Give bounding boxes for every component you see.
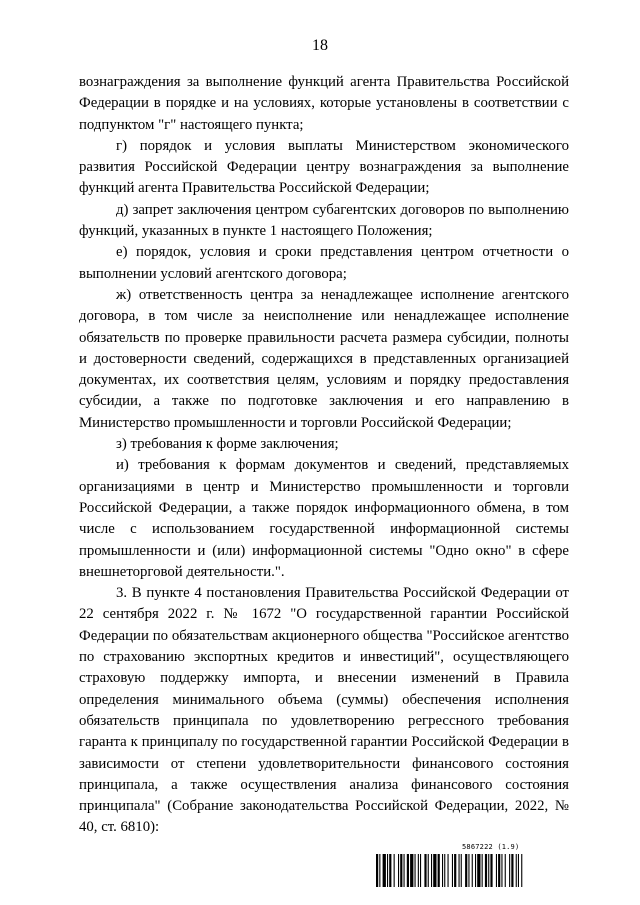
document-code: 5867222 (1.9) [462, 843, 520, 851]
paragraph-continuation: вознаграждения за выполнение функций агента Правительства Российской Федерации в порядке и на условиях, которые установлены в соответствии с подпунктом "г" настоящего пункта; [79, 74, 569, 133]
document-body [79, 72, 569, 839]
page-number: 18 [312, 37, 328, 54]
barcode-icon [376, 854, 571, 887]
paragraph-item-zh: ж) ответственность центра за ненадлежащее исполнение агентского договора, в том числе за неисполнение или ненадлежащее исполнение обязательств по проверке правильности расчета размера субсидии, полноты и достоверности сведений, содержащихся в представленных организацией документах, их соответствия целям, условиям и порядку предоставления субсидии, а также по подготовке заключения и его направлению в Министерство промышленности и торговли Российской Федерации; [79, 286, 569, 431]
document-footer [376, 843, 571, 889]
paragraph-item-i: и) требования к формам документов и сведений, представляемых организациями в центр и Министерство промышленности и торговли Российской Федерации, а также порядок информационного обмена, в том числе с использованием государственной информационной системы промышленности и (или) информационной системы "Одно окно" в сфере внешнеторговой деятельности.". [79, 457, 569, 580]
paragraph-item-e: е) порядок, условия и сроки представления центром отчетности о выполнении условий агентского договора; [79, 244, 569, 282]
paragraph-clause-3: 3. В пункте 4 постановления Правительства Российской Федерации от 22 сентября 2022 г. № 1672 "О государственной гарантии Российской Федерации по обязательствам акционерного общества "Российское агентство по страхованию экспортных кредитов и инвестиций", осуществляющего страховую поддержку импорта, и внесении изменений в Правила определения минимального объема (суммы) обеспечения исполнения обязательств принципала по удовлетворению регрессного требования гаранта к принципалу по государственной гарантии Российской Федерации в зависимости от степени удовлетворительности финансового состояния принципала, а также осуществления анализа финансового состояния принципала" (Собрание законодательства Российской Федерации, 2022, № 40, ст. 6810): [79, 585, 569, 836]
paragraph-item-g: г) порядок и условия выплаты Министерством экономического развития Российской Федерации центру вознаграждения за выполнение функций агента Правительства Российской Федерации; [79, 137, 569, 197]
paragraph-item-z: з) требования к форме заключения; [116, 436, 339, 453]
paragraph-item-d: д) запрет заключения центром субагентских договоров по выполнению функций, указанных в пункте 1 настоящего Положения; [79, 201, 569, 240]
